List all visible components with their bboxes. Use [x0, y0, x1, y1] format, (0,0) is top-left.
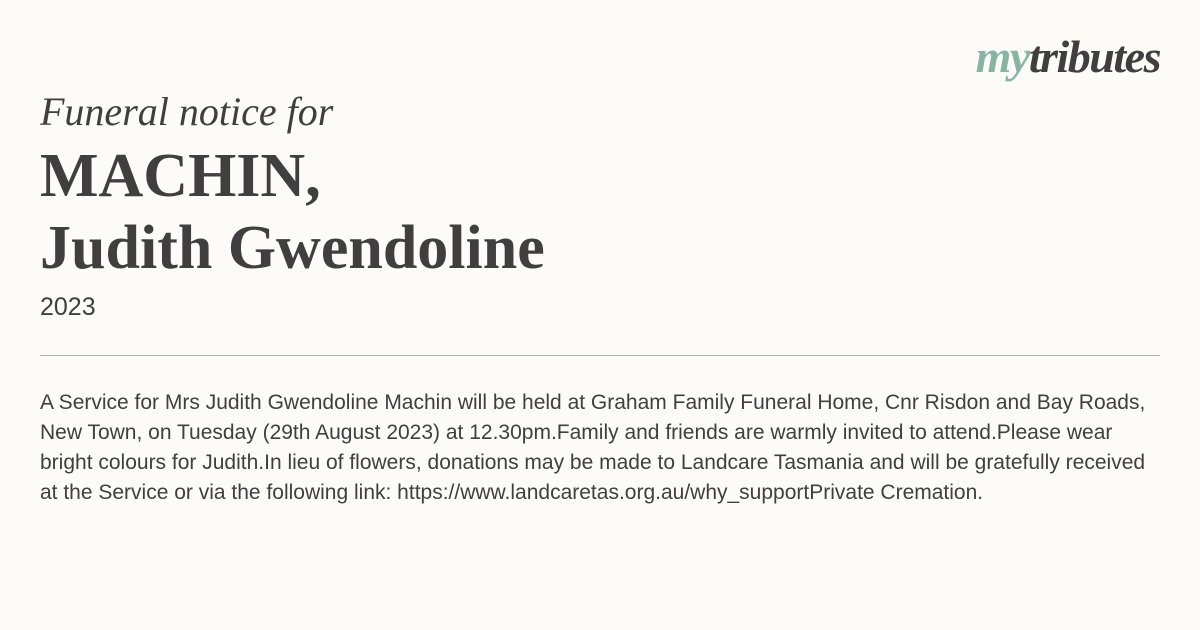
notice-year: 2023 — [40, 293, 96, 321]
logo-suffix: tributes — [1028, 31, 1160, 82]
deceased-surname: MACHIN, — [40, 142, 321, 210]
mytributes-logo[interactable] — [975, 31, 1160, 82]
notice-heading: Funeral notice for — [40, 89, 334, 134]
notice-body: A Service for Mrs Judith Gwendoline Machin will be held at Graham Family Funeral Home, Cnr Risdon and Bay Roads, New Town, on Tuesday (29th August 2023) at 12.30pm.Family and friends are warmly invited to attend.Please wear bright colours for Judith.In lieu of flowers, donations may be made to Landcare Tasmania and will be gratefully received at the Service or via the following link: https://www.landcaretas.org.au/why_supportPrivate Cremation. — [40, 391, 1146, 504]
section-divider — [40, 355, 1160, 356]
deceased-given-names: Judith Gwendoline — [40, 214, 545, 282]
logo-prefix: my — [975, 31, 1029, 82]
